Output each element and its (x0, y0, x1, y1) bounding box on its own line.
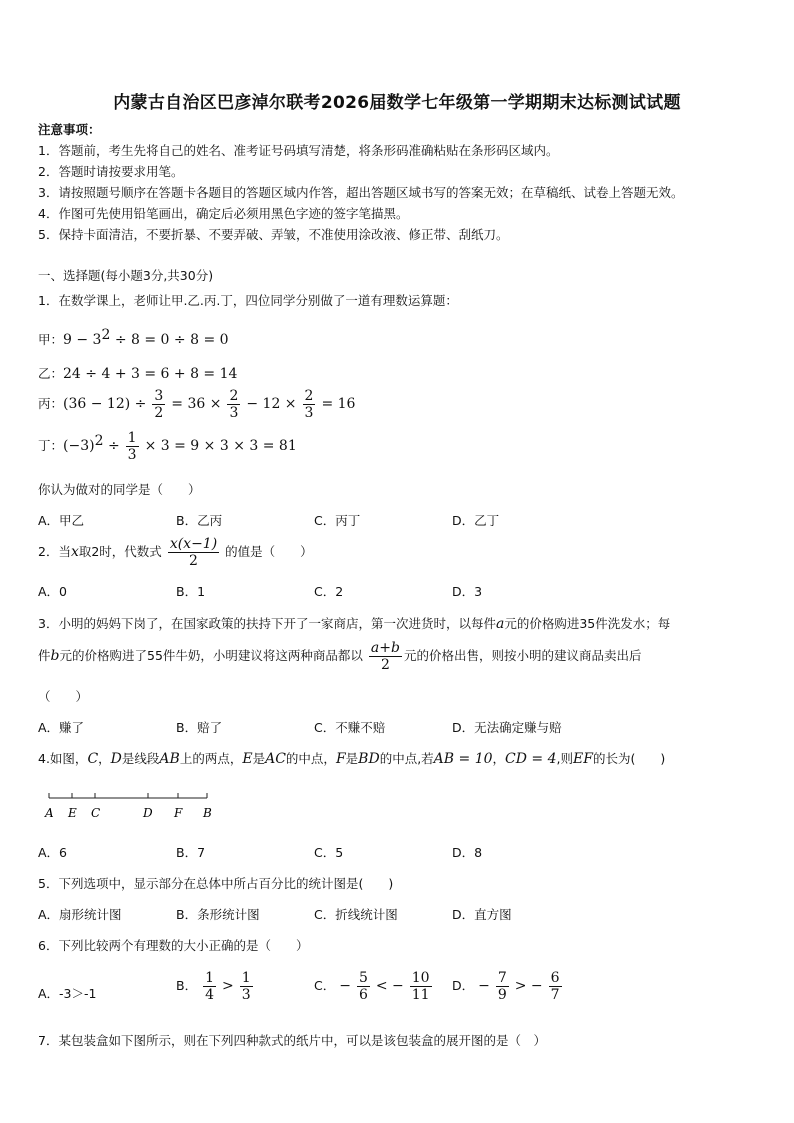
q1-jia-exponent: 2 (101, 327, 111, 343)
q1-ding (38, 430, 297, 463)
q3-text: 元的价格购进了55件牛奶，小明建议将这两种商品都以 (59, 648, 363, 663)
q1-bing-label: 丙： (38, 396, 64, 411)
fraction-denominator: 9 (497, 987, 507, 1003)
q4-point: D (110, 751, 122, 767)
q3-variable-b: b (50, 648, 60, 664)
q4-text: 是线段 (121, 751, 160, 766)
option-a: A．甲乙 (38, 513, 85, 528)
q1-stem: 1．在数学课上，老师让甲.乙.丙.丁，四位同学分别做了一道有理数运算题： (38, 293, 458, 308)
page-title: 内蒙古自治区巴彦淖尔联考2026届数学七年级第一学期期末达标测试试题 (113, 93, 681, 113)
option-d (452, 970, 564, 1003)
q4-text: 的长为( ) (592, 751, 666, 766)
fraction (240, 970, 253, 1003)
fraction-numerator: 7 (497, 970, 507, 986)
q1-bing (38, 388, 355, 421)
fraction (357, 970, 370, 1003)
option-c: C．5 (314, 845, 344, 860)
q1-ding-expr-b: ÷ (103, 438, 120, 454)
q3-text: 元的价格出售，则按小明的建议商品卖出后 (403, 648, 642, 663)
option-b (176, 970, 255, 1003)
q2-stem (38, 536, 313, 569)
q1-jia (38, 327, 229, 348)
fraction-denominator: 2 (154, 405, 164, 421)
q2-text-a: 2．当 (38, 544, 71, 559)
q1-ding-exponent: 2 (94, 432, 104, 449)
fraction (203, 970, 216, 1003)
q3-text: 元的价格购进35件洗发水；每 (504, 616, 671, 631)
option-label: B． (176, 978, 198, 993)
notice-item: 4．作图可先使用铅笔画出，确定后必须用黑色字迹的签字笔描黑。 (38, 206, 409, 221)
q4-segment: AB (159, 751, 180, 767)
point-label: C (91, 806, 101, 820)
q4-segment: EF (573, 751, 593, 767)
q4-text: 的中点， (285, 751, 336, 766)
q3-variable-a: a (495, 616, 505, 632)
q1-bing-expr-c: − 12 × (246, 396, 297, 412)
point-label: E (68, 806, 77, 820)
option-b: B．7 (176, 845, 206, 860)
fraction-numerator: 5 (358, 970, 368, 986)
fraction-denominator: 2 (380, 657, 390, 673)
q4-text: 4.如图， (38, 751, 88, 766)
q3-text: 件 (38, 648, 51, 663)
q4-equation: AB = 10 (433, 751, 493, 767)
q2-text-b: 取2时，代数式 (78, 544, 162, 559)
option-b: B．乙丙 (176, 513, 223, 528)
notice-item: 2．答题时请按要求用笔。 (38, 164, 184, 179)
q6-stem: 6．下列比较两个有理数的大小正确的是（ ） (38, 938, 309, 953)
option-d: D．无法确定赚与赔 (452, 720, 562, 735)
q1-jia-expr-a: 9 − 3 (63, 332, 102, 349)
q3-line3: （ ） (38, 689, 89, 704)
fraction (168, 536, 219, 569)
negative-sign: − (339, 978, 351, 994)
point-label: F (174, 806, 183, 820)
fraction (227, 388, 240, 421)
q1-ding-expr-a: (−3) (63, 438, 95, 454)
notice-item: 1．答题前，考生先将自己的姓名、准考证号码填写清楚，将条形码准确粘贴在条形码区域内。 (38, 143, 559, 158)
fraction-numerator: 6 (550, 970, 560, 986)
fraction-numerator: 1 (241, 970, 251, 986)
fraction-numerator: 1 (127, 430, 137, 446)
option-c: C．不赚不赔 (314, 720, 386, 735)
option-c: C．2 (314, 584, 344, 599)
fraction-denominator: 3 (241, 987, 251, 1003)
option-d: D．8 (452, 845, 483, 860)
option-a: A．赚了 (38, 720, 85, 735)
fraction-numerator: 10 (411, 970, 430, 986)
fraction (549, 970, 562, 1003)
option-a: A．扇形统计图 (38, 907, 122, 922)
option-d: D．乙丁 (452, 513, 500, 528)
point-label: B (203, 806, 212, 820)
fraction-numerator: 2 (229, 388, 239, 404)
q2-variable: x (70, 544, 79, 560)
fraction (369, 640, 402, 673)
option-d: D．直方图 (452, 907, 512, 922)
q4-text: ， (492, 751, 506, 766)
fraction-denominator: 7 (550, 987, 560, 1003)
comparison-operator: < − (375, 978, 404, 994)
fraction-numerator: a+b (370, 640, 400, 656)
fraction (410, 970, 432, 1003)
option-a: A．-3＞-1 (38, 986, 97, 1001)
fraction-denominator: 3 (127, 447, 137, 463)
option-label: D． (452, 978, 475, 993)
q1-ding-expr-c: × 3 = 9 × 3 × 3 = 81 (144, 438, 297, 454)
option-b: B．赔了 (176, 720, 223, 735)
q1-bing-expr-b: = 36 × (171, 396, 222, 412)
fraction (126, 430, 139, 463)
q4-text: 的中点,若 (379, 751, 434, 766)
comparison-operator: > − (514, 978, 543, 994)
q1-yi-expr: 24 ÷ 4 + 3 = 6 + 8 = 14 (63, 366, 238, 382)
q4-equation: CD = 4 (505, 751, 557, 767)
q3-line1 (38, 614, 670, 632)
fraction (303, 388, 316, 421)
negative-sign: − (478, 978, 490, 994)
fraction-denominator: 3 (304, 405, 314, 421)
q3-text: 3．小明的妈妈下岗了，在国家政策的扶持下开了一家商店，第一次进货时，以每件 (38, 616, 496, 631)
option-d: D．3 (452, 584, 483, 599)
fraction-denominator: 11 (411, 987, 430, 1003)
point-label: D (143, 806, 153, 820)
q4-text: ,则 (556, 751, 573, 766)
q1-bing-expr-a: (36 − 12) ÷ (63, 396, 147, 412)
fraction-denominator: 2 (189, 553, 198, 569)
q4-segment: AC (265, 751, 286, 767)
comparison-operator: > (221, 978, 234, 994)
q4-point: F (335, 751, 346, 767)
option-b: B．条形统计图 (176, 907, 260, 922)
fraction-numerator: x(x−1) (169, 536, 218, 552)
q4-text: 是 (252, 751, 266, 766)
option-a: A．0 (38, 584, 68, 599)
option-c (314, 970, 434, 1003)
fraction-numerator: 1 (205, 970, 214, 986)
q1-bing-expr-d: = 16 (321, 396, 356, 412)
q4-stem (38, 749, 665, 767)
option-label: C． (314, 978, 336, 993)
q7-stem: 7．某包装盒如下图所示，则在下列四种款式的纸片中，可以是该包装盒的展开图的是（ ） (38, 1033, 546, 1048)
q1-ding-label: 丁： (38, 438, 64, 453)
point-label: A (45, 806, 54, 820)
q1-ask: 你认为做对的同学是（ ） (38, 482, 201, 497)
q4-text: ， (98, 751, 111, 766)
fraction-numerator: 2 (304, 388, 314, 404)
option-b: B．1 (176, 584, 206, 599)
notice-item: 5．保持卡面清洁，不要折暴、不要弄破、弄皱，不准使用涂改液、修正带、刮纸刀。 (38, 227, 509, 242)
fraction (152, 388, 165, 421)
q3-line2 (38, 640, 641, 673)
q4-segment: BD (358, 751, 380, 767)
fraction-denominator: 4 (205, 987, 214, 1003)
q1-yi-label: 乙： (38, 366, 64, 381)
option-c: C．丙丁 (314, 513, 361, 528)
option-c: C．折线统计图 (314, 907, 398, 922)
q1-jia-expr-b: ÷ 8 = 0 ÷ 8 = 0 (110, 332, 229, 349)
q4-point: E (242, 751, 253, 767)
q4-point: C (87, 751, 99, 767)
fraction (496, 970, 509, 1003)
section-heading: 一、选择题(每小题3分,共30分) (38, 268, 214, 283)
q4-text: 上的两点， (179, 751, 243, 766)
q1-jia-label: 甲： (38, 332, 64, 348)
fraction-numerator: 3 (154, 388, 164, 404)
segment-diagram (38, 786, 218, 826)
notice-item: 3．请按照题号顺序在答题卡各题目的答题区域内作答，超出答题区域书写的答案无效；在草稿纸、试卷上答题无效。 (38, 185, 684, 200)
q1-yi (38, 364, 237, 382)
option-a: A．6 (38, 845, 68, 860)
q5-stem: 5．下列选项中，显示部分在总体中所占百分比的统计图是( ) (38, 876, 394, 891)
fraction-denominator: 3 (229, 405, 239, 421)
notice-heading: 注意事项： (38, 122, 101, 137)
fraction-denominator: 6 (358, 987, 368, 1003)
q2-text-c: 的值是（ ） (225, 544, 313, 559)
q4-text: 是 (345, 751, 359, 766)
